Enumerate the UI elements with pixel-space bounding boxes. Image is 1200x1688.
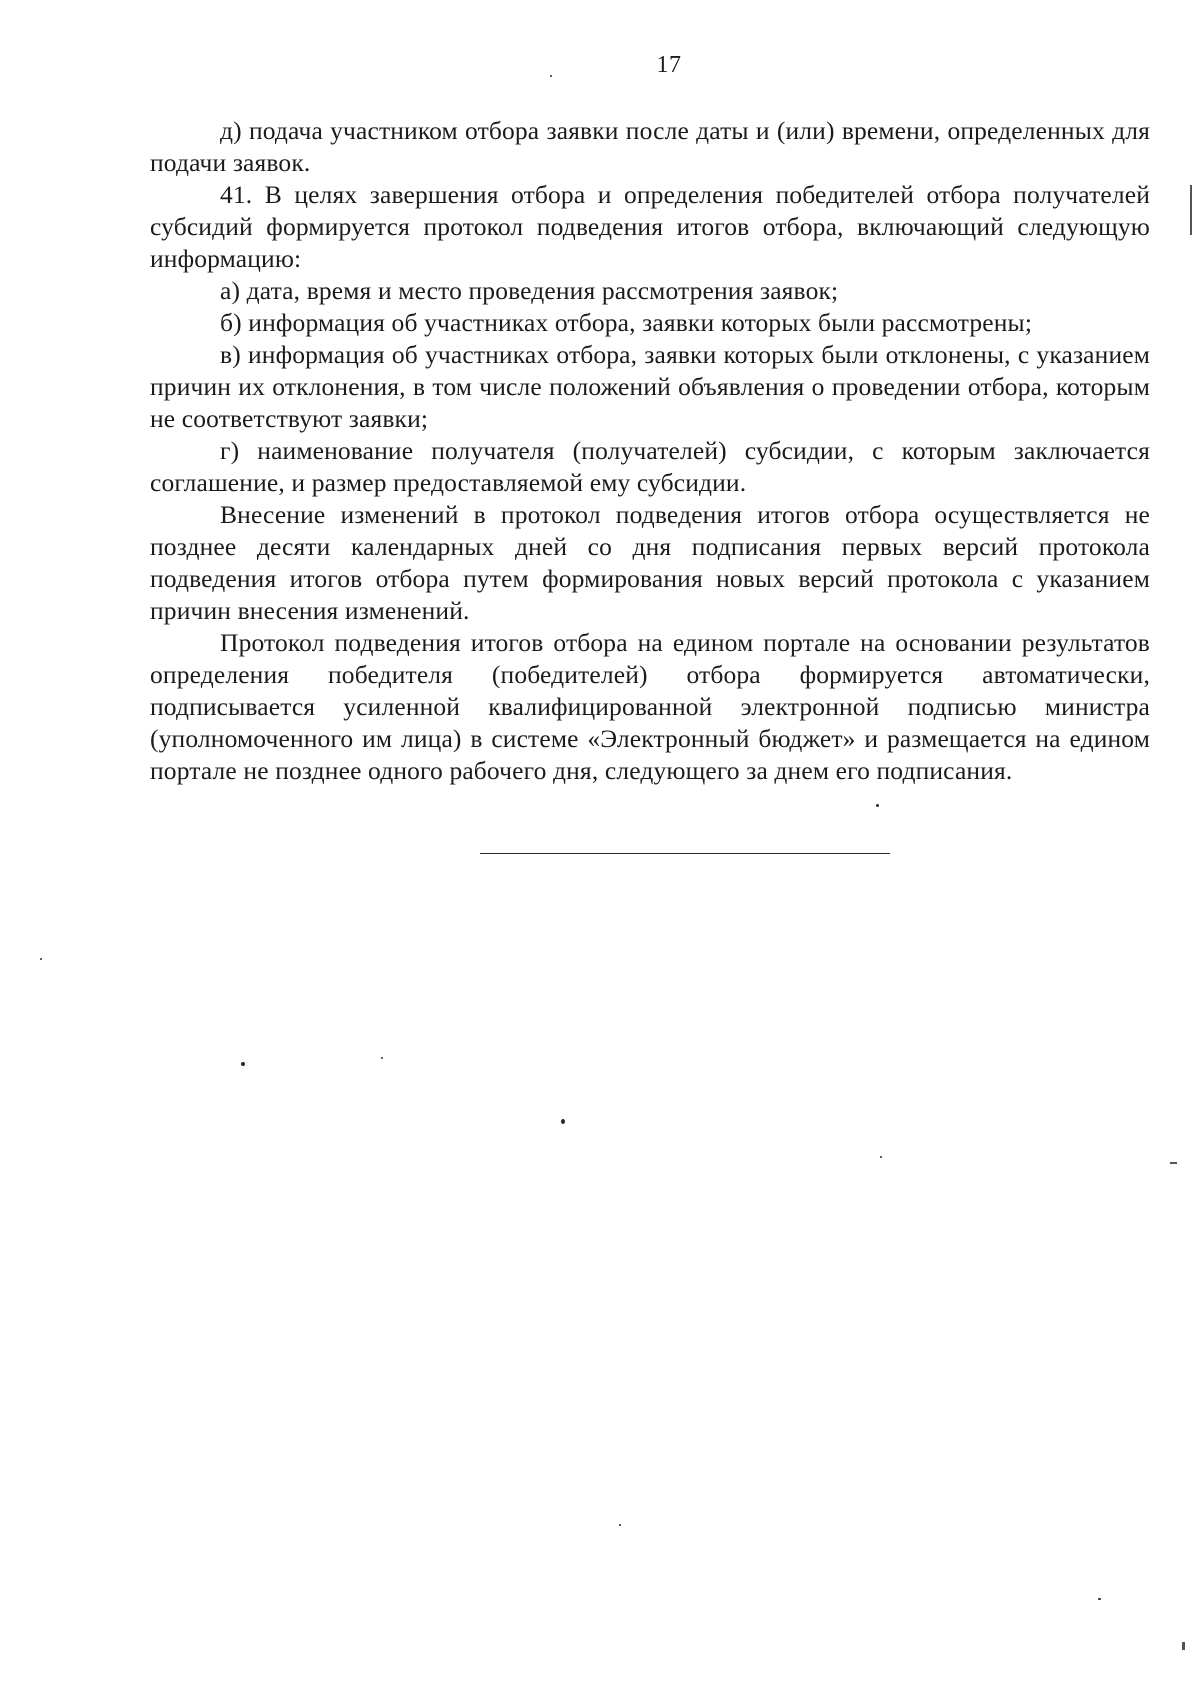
scan-edge-mark bbox=[1170, 1162, 1177, 1164]
paragraph-d-late-submission: д) подача участником отбора заявки после даты и (или) времени, определенных для подачи заявок. bbox=[150, 116, 1150, 177]
scan-speck bbox=[550, 75, 552, 77]
scan-speck bbox=[1098, 1598, 1101, 1600]
scan-speck bbox=[561, 1119, 565, 1124]
list-item-v: в) информация об участниках отбора, заявки которых были отклонены, с указанием причин их отклонения, в том числе положений объявления о проведении отбора, которым не соответствуют заявки; bbox=[150, 340, 1150, 433]
document-body bbox=[150, 115, 1150, 787]
list-item-g: г) наименование получателя (получателей) субсидии, с которым заключается соглашение, и размер предоставляемой ему субсидии. bbox=[150, 436, 1150, 497]
scan-speck bbox=[381, 1057, 383, 1059]
scan-edge-mark bbox=[1190, 185, 1192, 235]
scan-speck bbox=[241, 1062, 245, 1066]
page-number: 17 bbox=[656, 52, 682, 78]
list-item-b: б) информация об участниках отбора, заявки которых были рассмотрены; bbox=[220, 308, 1033, 337]
scan-speck bbox=[880, 1156, 882, 1158]
paragraph-protocol-portal: Протокол подведения итогов отбора на едином портале на основании результатов определения победителя (победителей) отбора формируется автоматически, подписывается усиленной квалифицированной электронной подписью министра (уполномоченного им лица) в системе «Электронный бюджет» и размещается на едином портале не позднее одного рабочего дня, следующего за днем его подписания. bbox=[150, 628, 1150, 785]
paragraph-41-protocol: 41. В целях завершения отбора и определения победителей отбора получателей субсидий формируется протокол подведения итогов отбора, включающий следующую информацию: bbox=[150, 180, 1150, 273]
paragraph-protocol-changes: Внесение изменений в протокол подведения итогов отбора осуществляется не позднее десяти календарных дней со дня подписания первых версий протокола подведения итогов отбора путем формирования новых версий протокола с указанием причин внесения изменений. bbox=[150, 500, 1150, 625]
scan-speck bbox=[876, 804, 879, 807]
scan-speck bbox=[40, 958, 42, 960]
scan-edge-mark bbox=[1182, 1642, 1185, 1650]
end-of-text-rule bbox=[480, 853, 890, 854]
scan-speck bbox=[619, 1524, 621, 1526]
list-item-a: а) дата, время и место проведения рассмотрения заявок; bbox=[220, 276, 839, 305]
